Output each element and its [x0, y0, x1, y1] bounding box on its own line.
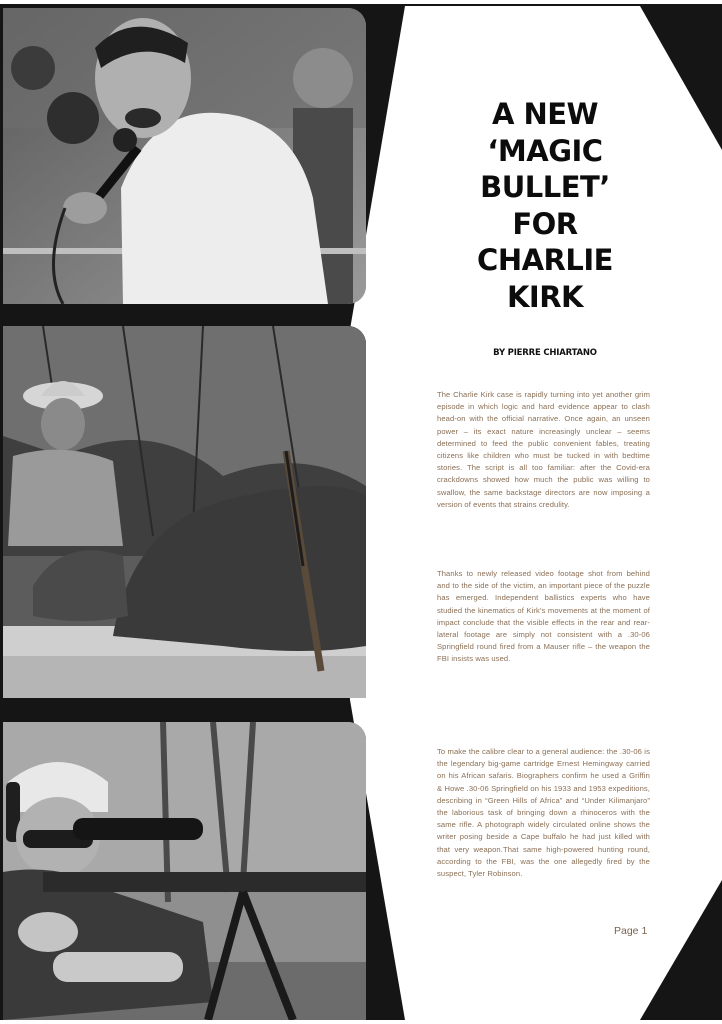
photo-shooter-with-scoped-rifle — [3, 722, 366, 1020]
photo-speaker-with-microphone — [3, 8, 366, 304]
title-line: KIRK — [506, 279, 584, 314]
title-line: ‘MAGIC — [487, 133, 603, 168]
article-paragraph: To make the calibre clear to a general audience: the .30-06 is the legendary big-game cartridge Ernest Hemingway carried on his African safaris. Biographers confirm he used a Griffin & Howe .30-06 Springfield on his 1933 and 1953 expeditions, describing in “Green Hills of Africa” and “Under Kilimanjaro” the laborious task of bringing down a rhinoceros with the same rifle. A photograph widely circulated online shows the writer posing beside a Cape buffalo he had just killed with that very weapon.That same high-powered hunting round, according to the FBI, was the one allegedly fired by the suspect, Tyler Robinson. — [437, 747, 650, 879]
title-line: FOR — [512, 206, 578, 241]
title-line: A NEW — [491, 97, 599, 131]
title-line: CHARLIE — [477, 243, 613, 277]
title-line: BULLET’ — [480, 170, 610, 204]
author-byline: BY PIERRE CHIARTANO — [493, 348, 597, 358]
article-paragraph: Thanks to newly released video footage shot from behind and to the side of the victim, an important piece of the puzzle has emerged. Independent ballistics experts who have studied the kinematics of Kirk’s movements at the moment of impact conclude that the visible effects in the rear and rear-lateral footage are simply not consistent with a .30-06 Springfield round fired from a Mauser rifle – the weapon the FBI insists was used. — [437, 569, 650, 664]
article-title — [420, 96, 670, 315]
photo-hunter-with-rhinoceros — [3, 326, 366, 698]
page-number: Page 1 — [614, 925, 648, 937]
article-paragraph: The Charlie Kirk case is rapidly turning into yet another grim episode in which logic and hard evidence appear to clash head-on with the official narrative. Once again, an unseen power – its exact nature increasingly unclear – seems determined to feed the public convenient fables, treating citizens like children who must be tucked in with bedtime stories. The script is all too familiar: after the Covid-era crackdowns showed how much the public was willing to swallow, the same backstage directors are now imposing a version of events that strains credulity. — [437, 390, 650, 509]
